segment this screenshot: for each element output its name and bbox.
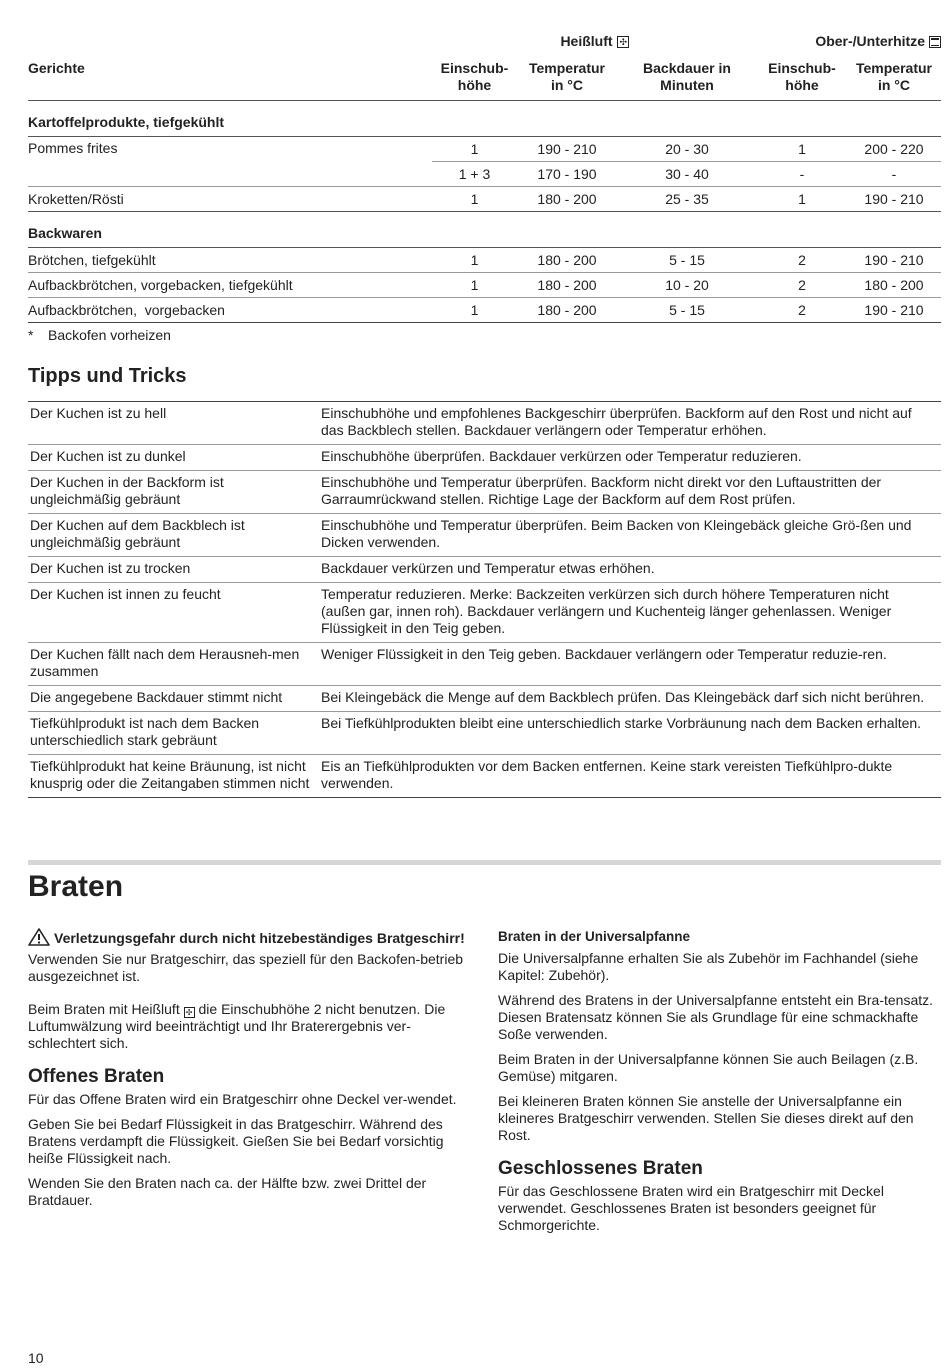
tips-row: Der Kuchen ist innen zu feucht Temperatur reduzieren. Merke: Backzeiten verkürzen sich durch höhere Temperaturen nicht (außen gar, innen roh). Backdauer verlängern und Kuchenteig länger gehenlassen. Weniger Flüssigkeit in den Teig geben.	[28, 583, 941, 643]
heissluft-header: Heißluft ✣	[560, 33, 628, 49]
table-row: Aufbackbrötchen, vorgebacken, tiefgekühlt 1 180 - 200 10 - 20 2 180 - 200	[28, 273, 941, 298]
right-column	[498, 928, 941, 1242]
table-column-header	[28, 50, 941, 101]
tips-row: Der Kuchen auf dem Backblech ist ungleichmäßig gebräunt Einschubhöhe und Temperatur überprüfen. Beim Backen von Kleingebäck gleiche Grö-ßen und Dicken verwenden.	[28, 514, 941, 557]
table-row: Brötchen, tiefgekühlt 1 180 - 200 5 - 15 2 190 - 210	[28, 248, 941, 273]
universalpfanne-heading: Braten in der Universalpfanne	[498, 929, 691, 944]
table-row: Aufbackbrötchen, vorgebacken 1 180 - 200 5 - 15 2 190 - 210	[28, 298, 941, 323]
col-einschub-heissluft: Einschub- höhe	[440, 60, 509, 93]
tips-row: Die angegebene Backdauer stimmt nicht Bei Kleingebäck die Menge auf dem Backblech prüfen. Das Kleingebäck darf sich nicht berühren.	[28, 686, 941, 712]
offen-paragraph: Für das Offene Braten wird ein Bratgeschirr ohne Deckel ver-wendet.	[28, 1091, 457, 1107]
warning-text: Verwenden Sie nur Bratgeschirr, das speziell für den Backofen-betrieb ausgezeichnet ist.	[28, 951, 464, 984]
tips-table	[28, 401, 941, 798]
tips-row: Tiefkühlprodukt hat keine Bräunung, ist nicht knusprig oder die Zeitangaben stimmen nicht Eis an Tiefkühlprodukten vor dem Backen entfernen. Keine stark vereisten Tiefkühlpro-dukte verwenden.	[30, 758, 893, 791]
tips-row: Der Kuchen ist zu hell Einschubhöhe und empfohlenes Backgeschirr überprüfen. Backform auf den Rost und nicht auf das Backblech stellen. Backdauer verlängern oder Temperatur erhöhen.	[28, 402, 941, 445]
left-column	[28, 928, 473, 1217]
manual-page	[28, 0, 941, 1366]
universalpfanne-paragraph: Während des Bratens in der Universalpfanne entsteht ein Bra-tensatz. Diesen Bratensatz können Sie als Grundlage für eine schmackhafte Soße verwenden.	[498, 992, 934, 1042]
tips-row: Der Kuchen ist zu trocken Backdauer verkürzen und Temperatur etwas erhöhen.	[28, 557, 941, 583]
group-header: Backwaren	[28, 212, 941, 248]
universalpfanne-paragraph: Bei kleineren Braten können Sie anstelle der Universalpfanne ein kleineres Bratgeschirr verwenden. Stellen Sie dieses direkt auf den Rost.	[498, 1093, 914, 1143]
page-number: 10	[28, 1350, 44, 1366]
hot-air-fan-icon: ✣	[184, 1007, 195, 1018]
universalpfanne-paragraph: Die Universalpfanne erhalten Sie als Zubehör im Fachhandel (siehe Kapitel: Zubehör).	[498, 950, 919, 983]
offen-heading: Offenes Braten	[28, 1066, 165, 1087]
col-temperatur-ou: Temperatur in °C	[856, 60, 932, 93]
tips-heading: Tipps und Tricks	[28, 365, 187, 387]
table-footnote: * Backofen vorheizen	[28, 327, 171, 343]
group-header: Kartoffelprodukte, tiefgekühlt	[28, 101, 941, 137]
tips-row: Der Kuchen fällt nach dem Herausneh-men zusammen Weniger Flüssigkeit in den Teig geben. Backdauer verlängern oder Temperatur reduzie-ren.	[28, 643, 941, 686]
tips-row: Tiefkühlprodukt ist nach dem Backen unterschiedlich stark gebräunt Bei Tiefkühlprodukten bleibt eine unterschiedlich starke Vorbräunung nach dem Backen erhalten.	[28, 712, 941, 755]
table-row: Kroketten/Rösti 1 180 - 200 25 - 35 1 190 - 210	[28, 187, 941, 212]
offen-paragraph: Geben Sie bei Bedarf Flüssigkeit in das Bratgeschirr. Während des Bratens verdampft die Flüssigkeit. Gießen Sie bei Bedarf vorsichtig heiße Flüssigkeit nach.	[28, 1116, 444, 1166]
warning-triangle-icon	[28, 928, 50, 950]
table-row: Pommes frites 1 190 - 210 20 - 30 1 200 - 220	[28, 137, 941, 162]
geschlossen-heading: Geschlossenes Braten	[498, 1158, 703, 1179]
section-title: Braten	[28, 870, 124, 903]
warning-title: Verletzungsgefahr durch nicht hitzebeständiges Bratgeschirr!	[28, 928, 473, 950]
universalpfanne-paragraph: Beim Braten in der Universalpfanne können Sie auch Beilagen (z.B. Gemüse) mitgaren.	[498, 1051, 919, 1084]
tips-row: Der Kuchen ist zu dunkel Einschubhöhe überprüfen. Backdauer verkürzen oder Temperatur reduzieren.	[28, 445, 941, 471]
cooking-table	[28, 0, 941, 323]
table-mode-header	[28, 0, 941, 50]
hot-air-fan-icon: ✣	[617, 36, 629, 48]
section-divider	[28, 860, 941, 865]
top-bottom-heat-icon	[929, 36, 941, 48]
tips-row: Der Kuchen in der Backform ist ungleichmäßig gebräunt Einschubhöhe und Temperatur überprüfen. Backform nicht direkt vor den Luftaustritten der Garraumrückwand stellen. Richtige Lage der Backform auf dem Rost prüfen.	[28, 471, 941, 514]
col-gerichte: Gerichte	[28, 60, 85, 76]
table-row: 1 + 3 170 - 190 30 - 40 - -	[28, 162, 941, 187]
col-einschub-ou: Einschub- höhe	[768, 60, 836, 93]
col-temperatur-heissluft: Temperatur in °C	[529, 60, 605, 93]
ober-unterhitze-header: Ober-/Unterhitze	[757, 0, 941, 50]
offen-paragraph: Wenden Sie den Braten nach ca. der Hälfte bzw. zwei Drittel der Bratdauer.	[28, 1175, 427, 1208]
geschlossen-paragraph: Für das Geschlossene Braten wird ein Bratgeschirr mit Deckel verwendet. Geschlossenes Braten ist besonders geeignet für Schmorgerichte.	[498, 1183, 884, 1233]
heissluft-note: Beim Braten mit Heißluft ✣ die Einschubhöhe 2 nicht benutzen. Die Luftumwälzung wird beeinträchtigt und Ihr Braterergebnis ver-schlechtert sich.	[28, 1001, 446, 1051]
col-backdauer: Backdauer in Minuten	[643, 60, 731, 93]
